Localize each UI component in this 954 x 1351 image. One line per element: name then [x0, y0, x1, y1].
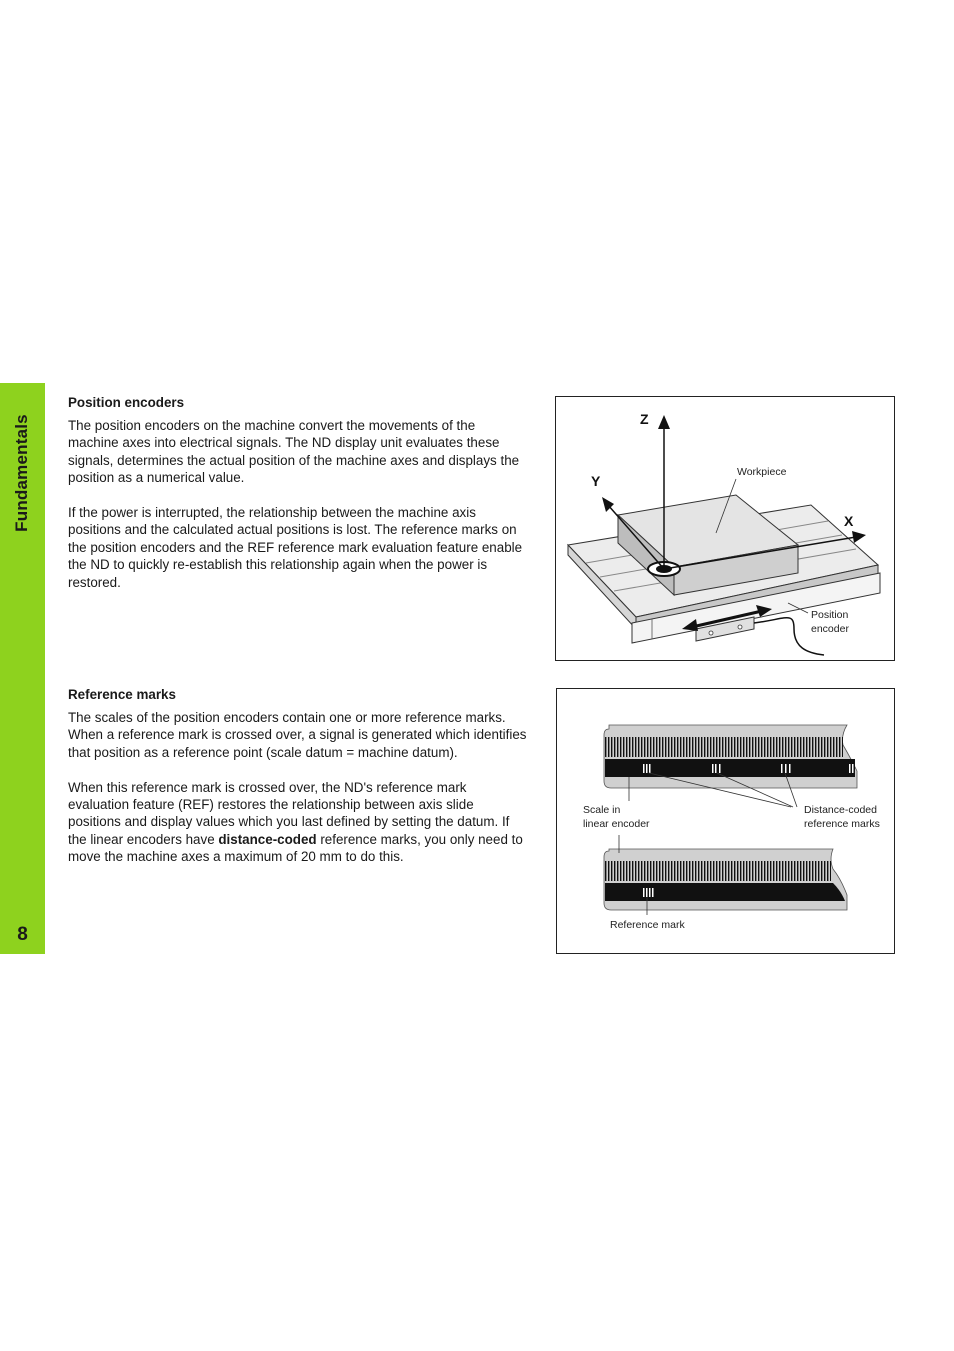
section-position-encoders: [68, 394, 528, 608]
z-axis-arrow: [658, 415, 670, 429]
chapter-title: Fundamentals: [12, 414, 31, 532]
distance-coded-label: Distance-coded reference marks: [804, 804, 880, 830]
encoder-screw: [709, 631, 713, 635]
paragraph: The scales of the position encoders contain one or more reference marks. When a reference mark is crossed over, a signal is generated which identifies that position as a reference point (scale datum = machine datum).: [68, 710, 527, 760]
paragraph-text: reference marks, you only need to move the machine axes a maximum of 20 mm to do this.: [68, 831, 523, 865]
distance-coded-mark: [712, 764, 721, 773]
reference-mark-label: Reference mark: [610, 919, 685, 931]
scale-lower-grating: [605, 861, 831, 881]
workpiece-label: Workpiece: [737, 466, 787, 478]
scale-upper-grating: [605, 737, 843, 757]
section-heading: Reference marks: [68, 687, 176, 702]
section-reference-marks: [68, 686, 528, 883]
paragraph-text: When this reference mark is crossed over, the ND's reference mark evaluation feature (REF) restores the relationship between axis slide positions and display values which you last defined by setting the datum. If the linear encoders have: [68, 779, 510, 847]
page-number: 8: [17, 924, 28, 945]
section-heading: Position encoders: [68, 395, 185, 410]
distance-coded-mark: [781, 764, 791, 773]
paragraph: If the power is interrupted, the relationship between the machine axis positions and the calculated actual positions is lost. The reference marks on the position encoders and the REF reference mark evaluation feature enable the ND to quickly re-establish this relationship again when the power is restored.: [68, 505, 523, 590]
axis-y-label: Y: [591, 473, 601, 489]
paragraph: The position encoders on the machine convert the movements of the machine axes into electrical signals. The ND display unit evaluates these signals, determines the actual position of the machine axes and displays the position as a numerical value.: [68, 418, 520, 486]
reference-marks-figure: [556, 688, 895, 954]
axis-x-label: X: [844, 513, 854, 529]
scale-lower-reference-track: [605, 883, 845, 901]
scale-label: Scale in linear encoder: [583, 804, 650, 830]
encoder-label: Position encoder: [811, 609, 849, 635]
axis-z-label: Z: [640, 411, 649, 427]
machine-axes-figure: [555, 396, 895, 661]
paragraph: [68, 779, 528, 866]
bold-term: distance-coded: [218, 831, 317, 847]
x-axis-arrow: [852, 531, 866, 543]
distance-coded-mark: [643, 764, 651, 773]
encoder-screw: [738, 625, 742, 629]
scale-upper-reference-track: [605, 759, 855, 777]
